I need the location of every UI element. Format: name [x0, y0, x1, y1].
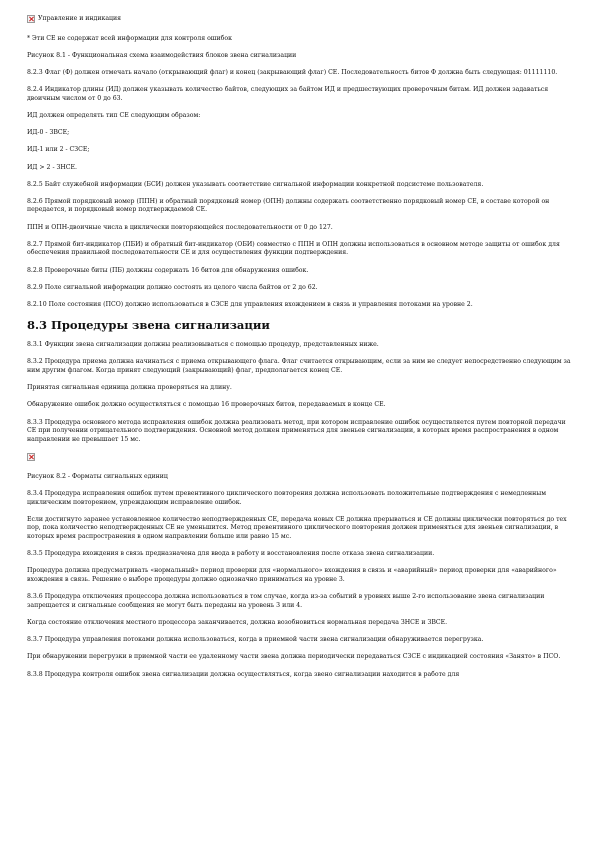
paragraph-8-3-2: 8.3.2 Процедура приема должна начинаться с приема открывающего флага. Флаг считается открывающим, если за ним не следует непосредственно следующим за ним другим флагом. Когда принят следующий (закрывающий) флаг, предполагается конец СЕ.: [27, 358, 571, 374]
paragraph-id-1-2: ИД-1 или 2 - СЗСЕ;: [27, 146, 90, 154]
paragraph-8-2-9: 8.2.9 Поле сигнальной информации должно состоять из целого числа байтов от 2 до 62.: [27, 283, 318, 291]
paragraph-length-check: Принятая сигнальная единица должна проверяться на длину.: [27, 384, 232, 392]
figure-placeholder-middle: [27, 453, 573, 461]
paragraph-preventive-cyclic: Если достигнуто заранее установленное количество неподтвержденных СЕ, передача новых СЕ должна прерываться и СЕ должны циклически повторяться до тех пор, пока количество неподтвержденных СЕ не уменьшится. Метод превентивного циклического повторения должен применяться для звеньев сигнализации, в которых время распространения в одном направлении больше или равно 15 мс.: [27, 515, 567, 541]
paragraph-8-3-8: 8.3.8 Процедура контроля ошибок звена сигнализации должна осуществляться, когда звено сигнализации находится в работе для: [27, 670, 460, 678]
paragraph-8-2-8: 8.2.8 Проверочные биты (ПБ) должны содержать 16 битов для обнаружения ошибок.: [27, 266, 309, 274]
broken-image-icon: [27, 15, 35, 23]
figure-1-caption: Рисунок 8.1 - Функциональная схема взаимодействия блоков звена сигнализации: [27, 51, 297, 59]
paragraph-id-types-intro: ИД должен определять тип СЕ следующим образом:: [27, 111, 201, 119]
paragraph-8-2-5: 8.2.5 Байт служебной информации (БСИ) должен указывать соответствие сигнальной информации конкретной подсистеме пользователя.: [27, 180, 484, 188]
section-heading: 8.3 Процедуры звена сигнализации: [27, 318, 270, 333]
note-text: * Эти СЕ не содержат всей информации для контроля ошибок: [27, 34, 233, 42]
figure-2-caption: Рисунок 8.2 - Форматы сигнальных единиц: [27, 472, 168, 480]
paragraph-8-3-3: 8.3.3 Процедура основного метода исправления ошибок должна реализовать метод, при котором исправление ошибок осуществляется путем повторной передачи СЕ при получении отрицательного подтверждения. Основной метод должен применяться для звеньев сигнализации, в которых время распространения в одном направлении не превышает 15 мс.: [27, 418, 566, 443]
paragraph-8-3-5: 8.3.5 Процедура вхождения в связь предназначена для ввода в работу и восстановления после отказа звена сигнализации.: [27, 550, 435, 558]
paragraph-8-3-6: 8.3.6 Процедура отключения процессора должна использоваться в том случае, когда из-за событий в уровнях выше 2-го использование звена сигнализации запрещается и сигнальные сообщения не могут быть переданы на уровень 3 или 4.: [27, 593, 545, 609]
paragraph-8-2-6: 8.2.6 Прямой порядковый номер (ППН) и обратный порядковый номер (ОПН) должны содержать соответственно порядковый номер СЕ, в составе которой он передается, и порядковый номер подтверждаемой СЕ.: [27, 197, 550, 214]
paragraph-8-2-10: 8.2.10 Поле состояния (ПСО) должно использоваться в СЗСЕ для управления вхождением в связь и управления потоками на уровне 2.: [27, 301, 473, 308]
paragraph-8-2-4: 8.2.4 Индикатор длины (ИД) должен указывать количество байтов, следующих за байтом ИД и предшествующих проверочным битам. ИД должен задаваться двоичным числом от 0 до 63.: [27, 86, 549, 102]
paragraph-8-3-4: 8.3.4 Процедура исправления ошибок путем превентивного циклического повторения должна использовать положительные подтверждения с немедленным циклическим повторением, упреждающим исправление ошибок.: [27, 490, 547, 506]
paragraph-id-0: ИД-0 - ЗВСЕ;: [27, 129, 70, 137]
paragraph-processor-recovery: Когда состояние отключения местного процессора заканчивается, должна возобновиться нормальная передача ЗНСЕ и ЗВСЕ.: [27, 619, 448, 626]
figure-placeholder-top: [27, 15, 573, 24]
paragraph-alignment-periods: Процедура должна предусматривать «нормальный» период проверки для «нормального» вхождения в связь и «аварийный» период проверки для «аварийного» вхождения в связь. Решение о выборе процедуры должно однозначно приниматься на уровне 3.: [27, 567, 557, 584]
paragraph-id-gt-2: ИД > 2 - ЗНСЕ.: [27, 163, 77, 171]
paragraph-ppn-opn: ППН и ОПН-двоичные числа в циклически повторяющейся последовательности от 0 до 127.: [27, 223, 333, 231]
paragraph-congestion: При обнаружении перегрузки в приемной части ее удаленному части звена должна периодически передаваться СЗСЕ с индикацией состояния «Занято» в ПСО.: [27, 653, 561, 661]
image-alt-text: Управление и индикация: [38, 15, 122, 22]
paragraph-8-3-1: 8.3.1 Функции звена сигнализации должны реализовываться с помощью процедур, представленных ниже.: [27, 341, 379, 349]
paragraph-8-3-7: 8.3.7 Процедура управления потоками должна использоваться, когда в приемной части звена сигнализации обнаруживается перегрузка.: [27, 636, 484, 644]
paragraph-8-2-3: 8.2.3 Флаг (Ф) должен отмечать начало (открывающий флаг) и конец (закрывающий флаг) СЕ. Последовательность битов Ф должна быть следующая: 01111110.: [27, 68, 558, 76]
paragraph-8-2-7: 8.2.7 Прямой бит-индикатор (ПБИ) и обратный бит-индикатор (ОБИ) совместно с ППН и ОПН должны использоваться в основном методе защиты от ошибок для обеспечения правильной последовательности СЕ и для осуществления функции подтверждения.: [27, 240, 560, 257]
paragraph-error-detection: Обнаружение ошибок должно осуществляться с помощью 16 проверочных битов, передаваемых в конце СЕ.: [27, 401, 386, 409]
broken-image-icon: [27, 453, 35, 461]
